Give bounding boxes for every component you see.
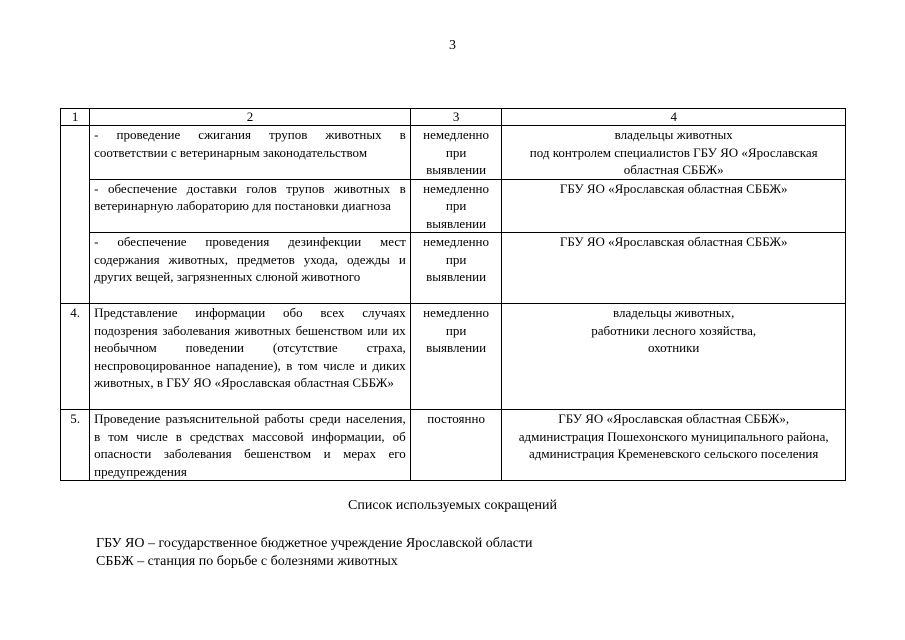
table-row	[61, 304, 846, 410]
table-row	[61, 233, 846, 304]
executor-text: ГБУ ЯО «Ярославская областная СББЖ»	[559, 234, 788, 249]
header-cell: 4	[502, 109, 846, 126]
abbreviations-list	[96, 535, 533, 571]
activity-cell: Представление информации обо всех случаях подозрения заболевания животных бешенством или их необычном поведении (отсутствие страха, неспровоцированное нападение), в том числе и диких животных, в ГБУ ЯО «Ярославская областная СББЖ»	[90, 304, 411, 410]
term-cell: немедленно при выявлении	[410, 179, 502, 233]
row-number-cell: 5.	[61, 410, 90, 481]
table-header-row	[61, 109, 846, 126]
activity-cell: - обеспечение доставки голов трупов животных в ветеринарную лабораторию для постановки диагноза	[90, 179, 411, 233]
executor-text: владельцы животных под контролем специалистов ГБУ ЯО «Ярославская областная СББЖ»	[529, 127, 818, 177]
table-row	[61, 410, 846, 481]
row-number-cell	[61, 126, 90, 304]
header-cell: 2	[90, 109, 411, 126]
executor-text: ГБУ ЯО «Ярославская областная СББЖ», администрация Пошехонского муниципального района, администрация Кременевского сельского поселения	[518, 411, 829, 461]
abbreviation-item: СББЖ – станция по борьбе с болезнями животных	[96, 554, 398, 569]
row-number-cell: 4.	[61, 304, 90, 410]
activity-cell: Проведение разъяснительной работы среди населения, в том числе в средствах массовой информации, об опасности заболевания бешенством и мерах его предупреждения	[90, 410, 411, 481]
abbreviations-title: Список используемых сокращений	[348, 498, 557, 513]
term-cell: немедленно при выявлении	[410, 304, 502, 410]
table-row	[61, 179, 846, 233]
executor-text: ГБУ ЯО «Ярославская областная СББЖ»	[559, 180, 788, 196]
table-row	[61, 126, 846, 180]
executor-cell	[502, 410, 846, 481]
activity-cell: - обеспечение проведения дезинфекции мест содержания животных, предметов ухода, одежды и других вещей, загрязненных слюной животного	[90, 233, 411, 304]
executor-cell	[502, 233, 846, 304]
executor-text: владельцы животных, работники лесного хозяйства, охотники	[591, 305, 757, 355]
term-cell: немедленно при выявлении	[410, 126, 502, 180]
executor-cell	[502, 179, 846, 233]
executor-cell	[502, 126, 846, 180]
page-number: 3	[449, 38, 456, 53]
header-cell: 3	[410, 109, 502, 126]
executor-cell	[502, 304, 846, 410]
term-cell: немедленно при выявлении	[410, 233, 502, 304]
abbreviation-item: ГБУ ЯО – государственное бюджетное учреждение Ярославской области	[96, 536, 533, 551]
measures-table	[60, 108, 846, 481]
activity-cell: - проведение сжигания трупов животных в соответствии с ветеринарным законодательством	[90, 126, 411, 180]
header-cell: 1	[61, 109, 90, 126]
term-cell: постоянно	[410, 410, 502, 481]
